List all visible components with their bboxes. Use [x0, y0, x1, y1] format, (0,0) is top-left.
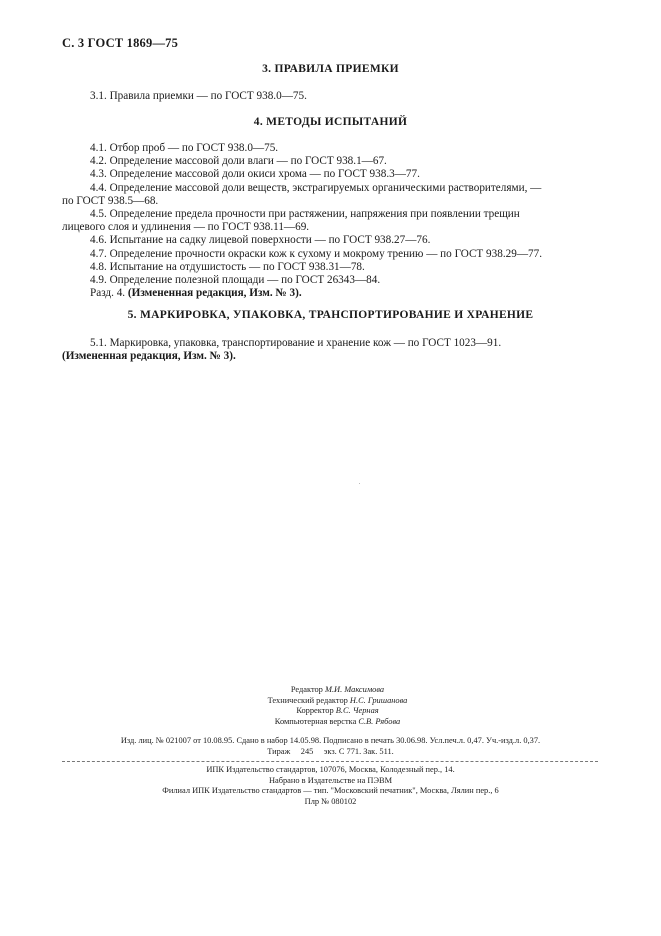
section-3-title: 3. ПРАВИЛА ПРИЕМКИ — [262, 63, 399, 75]
section-4-amendment-note — [62, 287, 598, 300]
publisher-address: ИПК Издательство стандартов, 107076, Москва, Колодезный пер., 14. — [206, 765, 455, 774]
print-speck — [359, 483, 360, 484]
divider-line — [62, 761, 598, 762]
print-run-line: Тираж 245 экз. С 771. Зак. 511. — [267, 746, 394, 756]
clause-4-3: 4.3. Определение массовой доли окиси хрома — по ГОСТ 938.3—77. — [90, 168, 420, 181]
section-5-body — [62, 337, 598, 363]
editor-line: Редактор М.И. Максимова — [290, 685, 385, 694]
clause-4-5-line2: лицевого слоя и удлинения — по ГОСТ 938.11—69. — [62, 221, 310, 234]
credits-block — [0, 685, 661, 727]
page-header: С. 3 ГОСТ 1869—75 — [62, 36, 179, 50]
clause-5-1: 5.1. Маркировка, упаковка, транспортирование и хранение кож — по ГОСТ 1023—91. — [90, 337, 502, 349]
tech-editor-line: Технический редактор Н.С. Гришанова — [267, 695, 408, 705]
amendment-text: (Измененная редакция, Изм. № 3). — [127, 287, 302, 300]
plr-number: Плр № 080102 — [304, 796, 357, 806]
section-4-body — [62, 142, 598, 300]
corrector-line: Корректор В.С. Черная — [296, 706, 379, 716]
clause-4-8: 4.8. Испытание на отдушистость — по ГОСТ 938.31—78. — [90, 260, 365, 273]
clause-4-2: 4.2. Определение массовой доли влаги — по ГОСТ 938.1—67. — [90, 155, 387, 168]
clause-4-6: 4.6. Испытание на садку лицевой поверхности — по ГОСТ 938.27—76. — [90, 234, 431, 247]
amendment-prefix: Разд. 4. — [90, 287, 126, 300]
license-line: Изд. лиц. № 021007 от 10.08.95. Сдано в набор 14.05.98. Подписано в печать 30.06.98. Усл.печ.л. 0,47. Уч.-изд.л. 0,37. — [120, 736, 541, 745]
typeset-note: Набрано в Издательстве на ПЭВМ — [268, 775, 393, 785]
layout-line: Компьютерная верстка С.В. Рябова — [274, 716, 401, 726]
publisher-block — [0, 765, 661, 807]
printing-house: Филиал ИПК Издательство стандартов — тип. "Московский печатник", Москва, Лялин пер., 6 — [162, 786, 499, 796]
clause-4-9: 4.9. Определение полезной площади — по ГОСТ 26343—84. — [90, 274, 381, 287]
clause-4-4-line1: 4.4. Определение массовой доли веществ, экстрагируемых органическими растворителями, — — [90, 181, 542, 194]
clause-4-1: 4.1. Отбор проб — по ГОСТ 938.0—75. — [90, 142, 279, 154]
clause-4-4-line2: по ГОСТ 938.5—68. — [62, 194, 159, 207]
clause-3-1: 3.1. Правила приемки — по ГОСТ 938.0—75. — [90, 90, 307, 102]
section-5-title: 5. МАРКИРОВКА, УПАКОВКА, ТРАНСПОРТИРОВАНИЕ И ХРАНЕНИЕ — [127, 309, 534, 321]
section-5-amendment-note: (Измененная редакция, Изм. № 3). — [62, 350, 236, 363]
publication-details — [0, 736, 661, 757]
clause-4-7: 4.7. Определение прочности окраски кож к сухому и мокрому трению — по ГОСТ 938.29—77. — [90, 247, 542, 260]
clause-4-5-line1: 4.5. Определение предела прочности при растяжении, напряжения при появлении трещин — [90, 208, 520, 221]
section-4-title: 4. МЕТОДЫ ИСПЫТАНИЙ — [253, 116, 408, 128]
section-3-body — [62, 90, 598, 103]
